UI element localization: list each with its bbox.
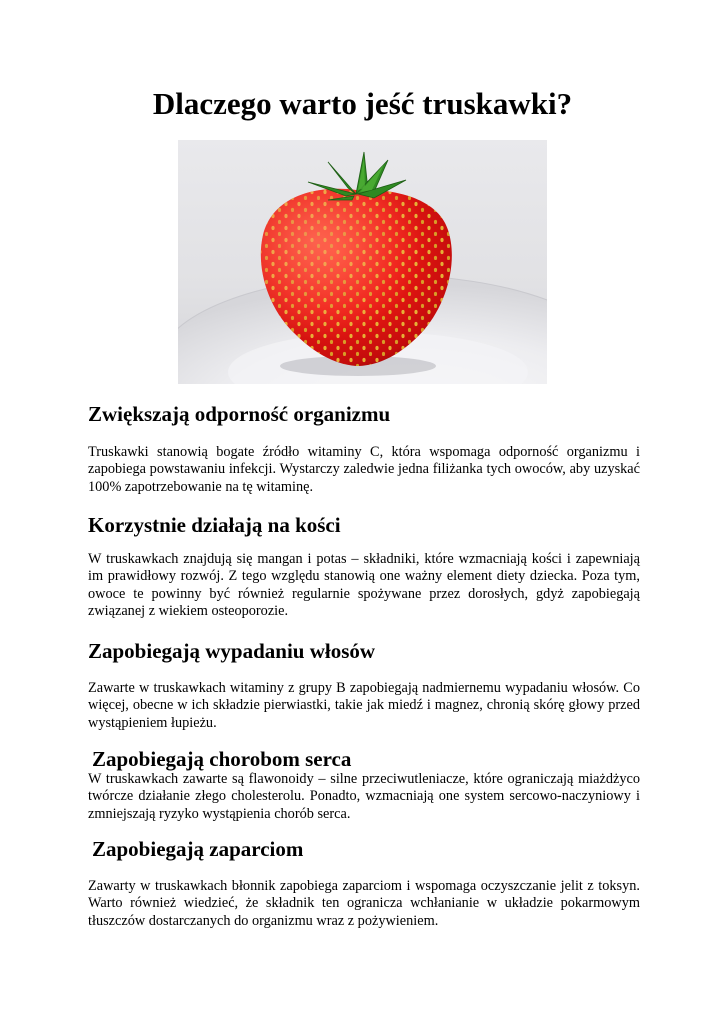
section-heading-bones: Korzystnie działają na kości bbox=[88, 513, 341, 537]
section-heading-heart: Zapobiegają chorobom serca bbox=[92, 747, 352, 771]
section-heading-constipation: Zapobiegają zaparciom bbox=[92, 837, 304, 861]
section-text-immunity: Truskawki stanowią bogate źródło witaminy C, która wspomaga odporność organizmu i zapobiega powstawaniu infekcji. Wystarczy zaledwie jedna filiżanka tych owoców, aby uzyskać 100% zapotrzebowanie na tę witaminę. bbox=[88, 444, 640, 495]
section-text-bones: W truskawkach znajdują się mangan i potas – składniki, które wzmacniają kości i zapewniają im prawidłowy rozwój. Z tego względu stanowią one ważny element diety dziecka. Poza tym, owoce te powinny być również regularnie spożywane przez dorosłych, gdyż zapobiegają związanej z wiekiem osteoporozie. bbox=[88, 551, 640, 619]
section-text-hair: Zawarte w truskawkach witaminy z grupy B zapobiegają nadmiernemu wypadaniu włosów. Co więcej, obecne w ich składzie pierwiastki, takie jak miedź i magnez, chronią skórę głowy przed wystąpieniem łupieżu. bbox=[88, 680, 640, 731]
page-title: Dlaczego warto jeść truskawki? bbox=[152, 86, 573, 121]
section-text-constipation: Zawarty w truskawkach błonnik zapobiega zaparciom i wspomaga oczyszczanie jelit z toksyn. Warto również wiedzieć, że składnik ten ogranicza wchłanianie w układzie pokarmowym tłuszczów dostarczanych do organizmu wraz z pożywieniem. bbox=[88, 878, 640, 929]
strawberry-image bbox=[178, 140, 547, 384]
section-text-heart: W truskawkach zawarte są flawonoidy – silne przeciwutleniacze, które ograniczają miażdżyco twórcze działanie złego cholesterolu. Ponadto, wzmacniają one system sercowo-naczyniowy i zmniejszają ryzyko wystąpienia chorób serca. bbox=[88, 771, 640, 822]
section-heading-immunity: Zwiększają odporność organizmu bbox=[88, 402, 391, 426]
section-heading-hair: Zapobiegają wypadaniu włosów bbox=[88, 639, 376, 663]
